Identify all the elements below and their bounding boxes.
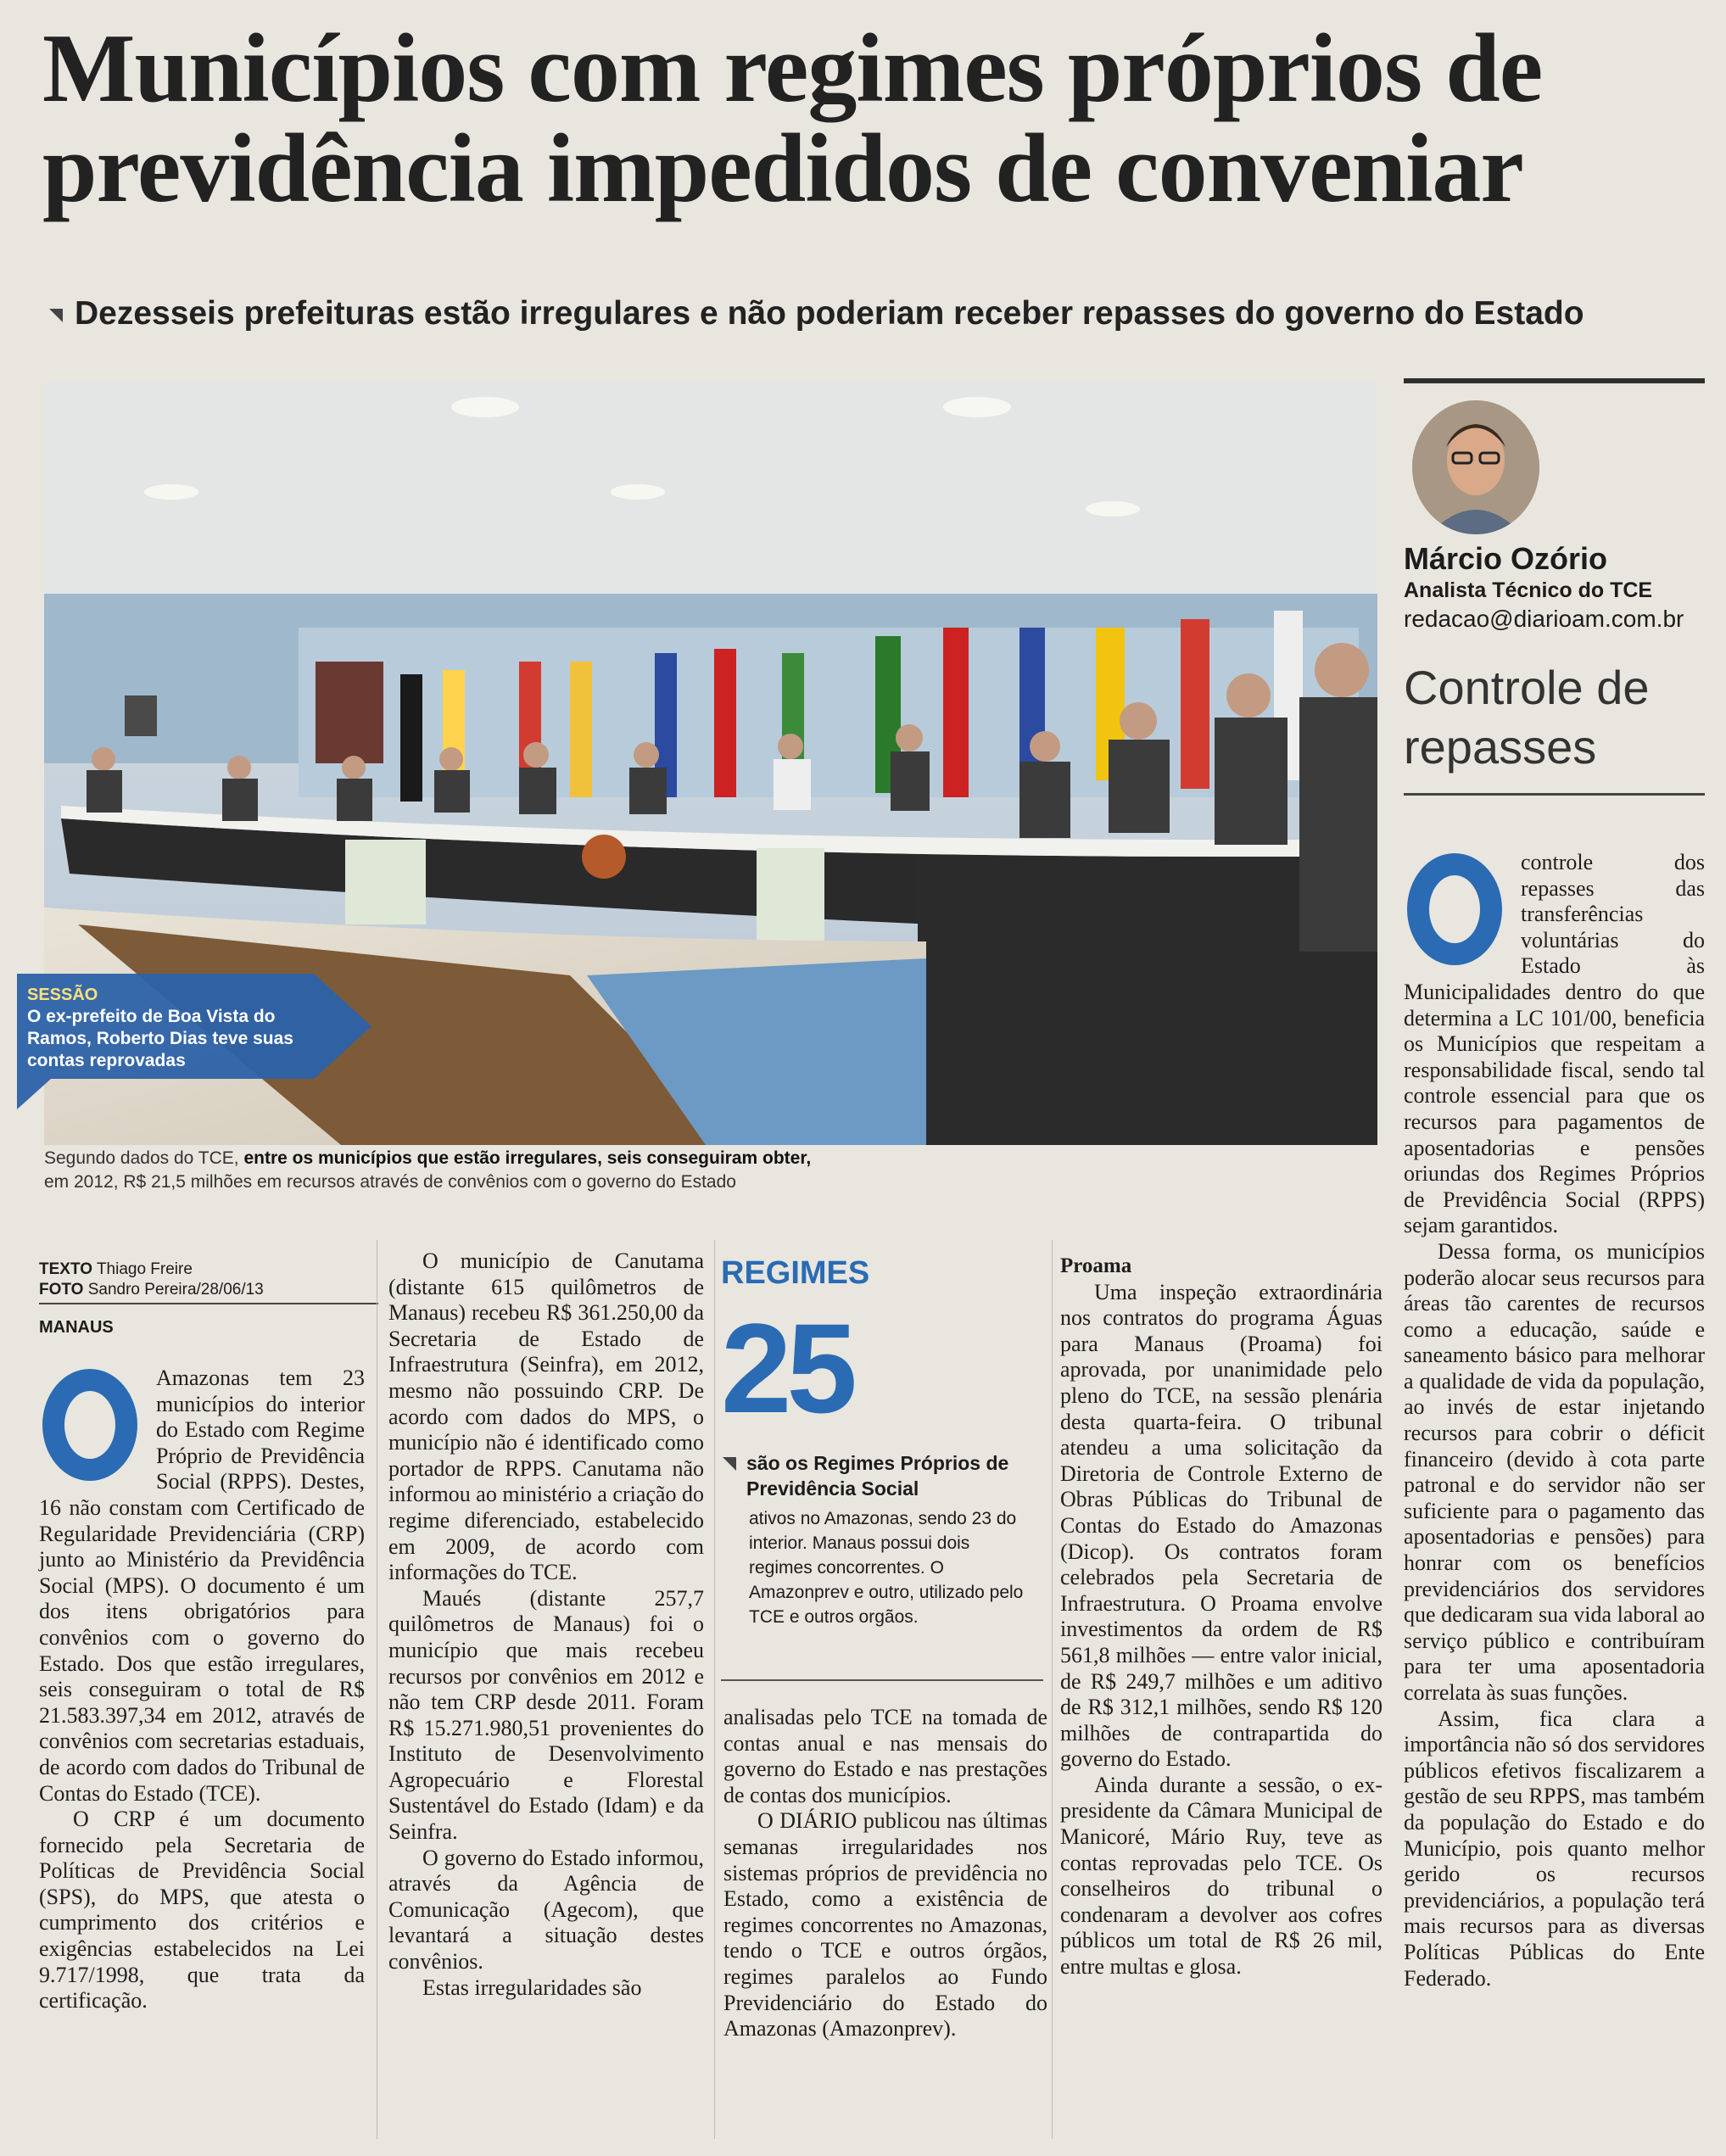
column-title-line-2: repasses [1404, 720, 1597, 774]
section-title: Proama [1060, 1254, 1132, 1277]
article-column-4 [1060, 1254, 1382, 1980]
dropcap-o-icon [1404, 853, 1509, 958]
caption-tail: em 2012, R$ 21,5 milhões em recursos através de convênios com o governo do Estado [44, 1172, 736, 1192]
credit-photo-label: FOTO [39, 1281, 84, 1299]
regimes-label: REGIMES [721, 1255, 870, 1291]
author-name: Márcio Ozório [1404, 541, 1608, 576]
credit-text-author: Thiago Freire [96, 1260, 193, 1278]
regimes-rule [721, 1679, 1043, 1681]
caption-bold: entre os municípios que estão irregulares, seis conseguiram obter, [243, 1148, 812, 1168]
sidebar-paragraph: Dessa forma, os municípios poderão alocar seus recursos para áreas tão carentes de recursos como a educação, saúde e saneamento básico para melhorar a qualidade de vida da população, ao invés de estar injetando recursos para cobrir o déficit financeiro (devido à cota parte patronal e do servidor não ser suficiente para o pagamento das aposentadorias e pensões) para honrar com os benefícios previdenciários dos servidores que dedicaram sua vida laboral ao serviço público e contribuíram para ter uma aposentadoria correlata às suas funções. [1404, 1238, 1705, 1705]
column-title-line-1: Controle de [1404, 661, 1650, 714]
photo-kicker: SESSÃO [27, 986, 98, 1004]
article-paragraph: Uma inspeção extraordinária nos contratos do programa Águas para Manaus (Proama) foi aprovada, por unanimidade pelo pleno do TCE, na sessão plenária desta quarta-feira. O tribunal atendeu a uma solicitação da Diretoria de Controle Externo de Obras Públicas do Tribunal de Contas do Estado do Amazonas (Dicop). Os contratos foram celebrados pela Secretaria de Infraestrutura. O Proama envolve investimentos da ordem de R$ 561,8 milhões — entre valor inicial, de R$ 249,7 milhões e um aditivo de R$ 312,1 milhões, sendo R$ 120 milhões de contrapartida do governo do Estado. [1060, 1279, 1382, 1772]
article-column-2 [388, 1248, 704, 2001]
article-paragraph: O CRP é um documento fornecido pela Secretaria de Políticas de Previdência Social (SPS), do MPS, que atesta o cumprimento dos critérios e exigências estabelecidos na Lei 9.717/1998, que trata da certificação. [39, 1807, 365, 2014]
photo-overlay-caption [17, 974, 371, 1109]
column-divider [714, 1240, 715, 2139]
article-column-1 [39, 1366, 365, 2014]
credits-rule [39, 1303, 378, 1304]
subheadline-text: Dezesseis prefeituras estão irregulares e não poderiam receber repasses do governo do Estado [75, 295, 1584, 332]
column-title [1404, 658, 1709, 777]
regimes-number: 25 [721, 1297, 852, 1439]
photo-overlay-text: O ex-prefeito de Boa Vista do Ramos, Roberto Dias teve suas contas reprovadas [27, 1007, 293, 1070]
dateline-place: MANAUS [39, 1318, 114, 1337]
article-paragraph: analisadas pelo TCE na tomada de contas anual e nas mensais do governo do Estado e nas prestações de contas dos municípios. [723, 1705, 1047, 1807]
triangle-bullet-icon [49, 309, 63, 322]
headline [42, 14, 1688, 223]
sidebar-paragraph: controle dos repasses das transferências voluntárias do Estado às Municipalidades dentro do que determina a LC 101/00, beneficia os Municípios que respeitam a responsabilidade fiscal, sendo tal controle essencial para que os recursos para pagamentos de aposentadorias e pensões oriundas dos Regimes Próprios de Previdência Social (RPPS) sejam garantidos. [1404, 850, 1705, 1238]
headline-line-1: Municípios com regimes próprios de [42, 14, 1543, 123]
credits [39, 1260, 264, 1300]
regimes-kicker [746, 1450, 1035, 1501]
column-divider [1052, 1240, 1053, 2139]
avatar [1412, 400, 1539, 534]
author-email: redacao@diarioam.com.br [1404, 606, 1684, 632]
sidebar-divider [1404, 793, 1705, 796]
regimes-kicker-text: são os Regimes Próprios de Previdência Social [746, 1452, 1009, 1500]
article-paragraph: O governo do Estado informou, através da Agência de Comunicação (Agecom), que levantará a situação destes convênios. [388, 1845, 704, 1974]
article-column-3 [723, 1705, 1047, 2042]
subheadline [49, 295, 1703, 332]
article-paragraph: O município de Canutama (distante 615 quilômetros de Manaus) recebeu R$ 361.250,00 da Secretaria de Estado de Infraestrutura (Seinfra), em 2012, mesmo não possuindo CRP. De acordo com dados do MPS, o município não é identificado como portador de RPPS. Canutama não informou ao ministério a criação do regime diferenciado, estabelecido em 2009, de acordo com informações do TCE. [388, 1248, 704, 1585]
caption-lead: Segundo dados do TCE, [44, 1148, 239, 1168]
author-role: Analista Técnico do TCE [1404, 578, 1653, 602]
article-paragraph: Ainda durante a sessão, o ex-presidente da Câmara Municipal de Manicoré, Mário Ruy, teve as contas reprovadas pelo TCE. Os conselheiros do tribunal o condenaram a devolver aos cofres públicos um total de R$ 26 mil, entre multas e glosa. [1060, 1772, 1382, 1980]
regimes-text: ativos no Amazonas, sendo 23 do interior. Manaus possui dois regimes concorrentes. O Amazonprev e outro, utilizado pelo TCE e outros orgãos. [749, 1509, 1024, 1627]
photo-caption [44, 1147, 1384, 1194]
credit-photo-author: Sandro Pereira/28/06/13 [87, 1281, 264, 1299]
triangle-bullet-icon [723, 1457, 736, 1471]
article-paragraph: Amazonas tem 23 municípios do interior do Estado com Regime Próprio de Previdência Social (RPPS). Destes, 16 não constam com Certificado de Regularidade Previdenciária (CRP) junto ao Ministério da Previdência Social (MPS). O documento é um dos itens obrigatórios para convênios com o governo do Estado. Dos que estão irregulares, seis conseguiram o total de R$ 21.583.397,34 em 2012, através de convênios com secretarias estaduais, de acordo com dados do Tribunal de Contas do Estado (TCE). [39, 1366, 365, 1806]
author-portrait [1412, 400, 1539, 534]
article-paragraph: O DIÁRIO publicou nas últimas semanas irregularidades nos sistemas próprios de previdência no Estado, como a existência de regimes concorrentes no Amazonas, tendo o TCE e outros órgãos, regimes paralelos ao Fundo Previdenciário do Estado do Amazonas (Amazonprev). [723, 1808, 1047, 2041]
dropcap-o-icon [39, 1369, 144, 1474]
credit-text-label: TEXTO [39, 1260, 92, 1278]
article-paragraph: Maués (distante 257,7 quilômetros de Manaus) foi o município que mais recebeu recursos por convênios em 2012 e não tem CRP desde 2011. Foram R$ 15.271.980,51 provenientes do Instituto de Desenvolvimento Agropecuário e Florestal Sustentável do Estado (Idam) e da Seinfra. [388, 1585, 704, 1845]
headline-line-2: previdência impedidos de conveniar [42, 115, 1523, 223]
article-paragraph: Estas irregularidades são [422, 1974, 642, 2000]
sidebar-paragraph: Assim, fica clara a importância não só dos servidores públicos efetivos fiscalizarem a gestão de seu RPPS, mas também da população do Estado e do Município, pois quanto melhor gerido os recursos previdenciários, a população terá mais recursos para as diversas Políticas Públicas do Ente Federado. [1404, 1706, 1705, 1991]
sidebar-top-rule [1404, 378, 1705, 383]
sidebar-body [1404, 850, 1705, 1991]
